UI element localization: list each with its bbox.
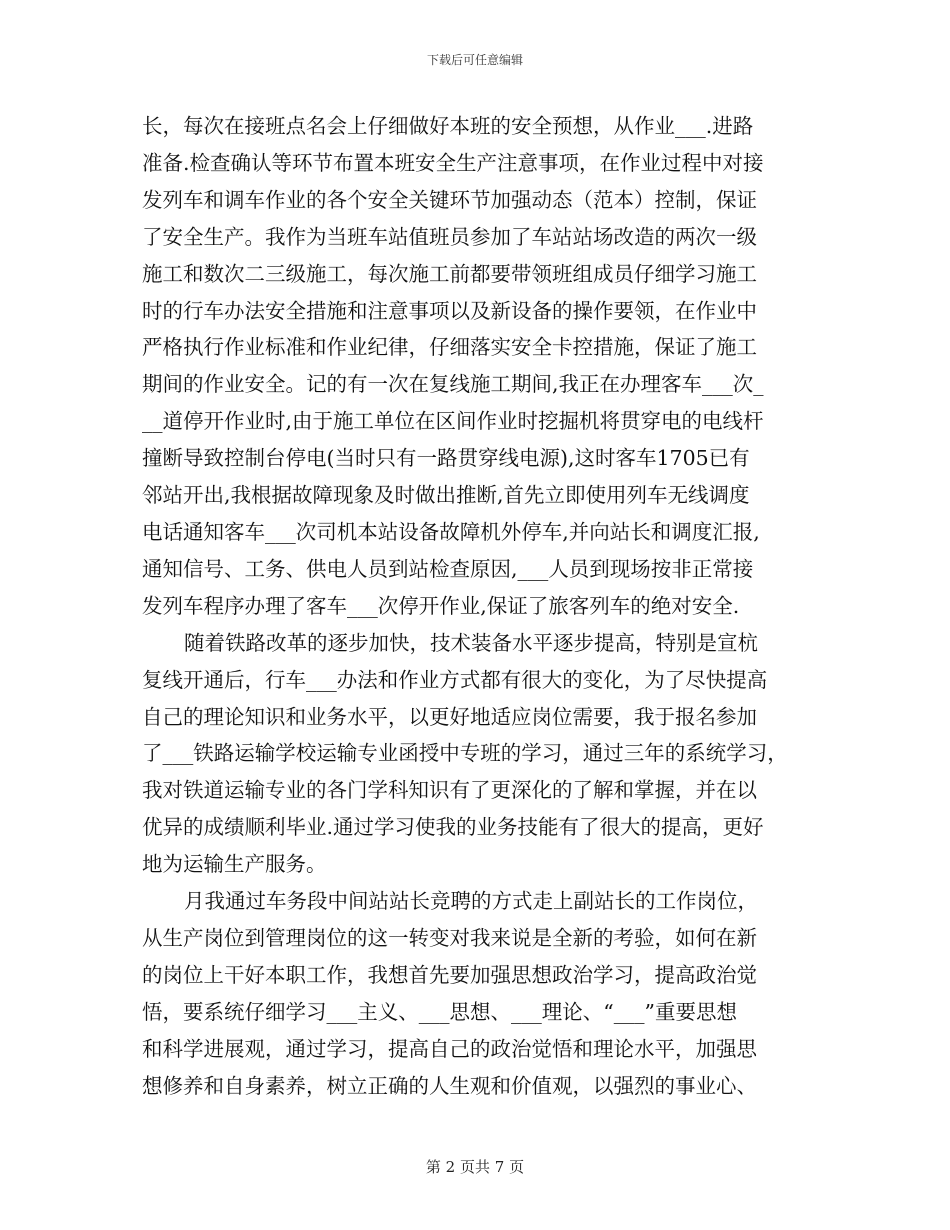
body-text-line: 了___铁路运输学校运输专业函授中专班的学习，通过三年的系统学习， xyxy=(142,741,788,766)
body-text-line: 长，每次在接班点名会上仔细做好本班的安全预想，从作业___.进路 xyxy=(142,114,754,138)
body-text-line: 严格执行作业标准和作业纪律，仔细落实安全卡控措施，保证了施工 xyxy=(142,335,757,360)
body-text-line: 优异的成绩顺利毕业.通过学习使我的业务技能有了很大的提高，更好 xyxy=(142,815,764,840)
body-text-line: 发列车程序办理了客车___次停开作业,保证了旅客列车的绝对安全. xyxy=(142,593,740,618)
body-text-line: 想修养和自身素养，树立正确的人生观和价值观，以强烈的事业心、 xyxy=(142,1073,757,1098)
body-text-line: 期间的作业安全。记的有一次在复线施工期间,我正在办理客车___次_ xyxy=(142,372,764,397)
body-text-line: 邻站开出,我根据故障现象及时做出推断,首先立即使用列车无线调度 xyxy=(142,483,750,508)
body-text-line: 准备.检查确认等环节布置本班安全生产注意事项，在作业过程中对接 xyxy=(142,150,764,175)
body-text-line: 施工和数次二三级施工，每次施工前都要带领班组成员仔细学习施工 xyxy=(142,261,757,286)
body-text-line: 随着铁路改革的逐步加快，技术装备水平逐步提高，特别是宣杭 xyxy=(184,630,758,655)
body-text-line: 地为运输生产服务。 xyxy=(142,852,327,877)
body-text-line: 了安全生产。我作为当班车站值班员参加了车站站场改造的两次一级 xyxy=(142,224,757,249)
body-text-line: 从生产岗位到管理岗位的这一转变对我来说是全新的考验，如何在新 xyxy=(142,925,757,950)
document-body xyxy=(142,108,822,1104)
body-text-line: 发列车和调车作业的各个安全关键环节加强动态（范本）控制，保证 xyxy=(142,187,757,212)
body-text-line: 撞断导致控制台停电(当时只有一路贯穿线电源),这时客车1705已有 xyxy=(142,446,750,471)
body-text-line: 悟，要系统仔细学习___主义、___思想、___理论、“___”重要思想 xyxy=(142,999,737,1024)
body-text-line: __道停开作业时,由于施工单位在区间作业时挖掘机将贯穿电的电线杆 xyxy=(142,409,764,434)
body-text-line: 的岗位上干好本职工作，我想首先要加强思想政治学习，提高政治觉 xyxy=(142,962,757,987)
body-text-line: 复线开通后，行车___办法和作业方式都有很大的变化，为了尽快提高 xyxy=(142,667,768,692)
page-footer: 第 2 页共 7 页 xyxy=(425,1158,525,1176)
body-text-line: 通知信号、工务、供电人员到站检查原因,___人员到现场按非正常接 xyxy=(142,556,754,581)
body-text-line: 时的行车办法安全措施和注意事项以及新设备的操作要领，在作业中 xyxy=(142,298,757,323)
body-text-line: 电话通知客车___次司机本站设备故障机外停车,并向站长和调度汇报, xyxy=(142,519,760,544)
body-text-line: 和科学进展观，通过学习，提高自己的政治觉悟和理论水平，加强思 xyxy=(142,1036,757,1061)
body-text-line: 月我通过车务段中间站站长竞聘的方式走上副站长的工作岗位， xyxy=(184,889,758,914)
page-header: 下载后可任意编辑 xyxy=(426,53,523,67)
body-text-line: 我对铁道运输专业的各门学科知识有了更深化的了解和掌握，并在以 xyxy=(142,778,757,803)
body-text-line: 自己的理论知识和业务水平，以更好地适应岗位需要，我于报名参加 xyxy=(142,704,757,729)
